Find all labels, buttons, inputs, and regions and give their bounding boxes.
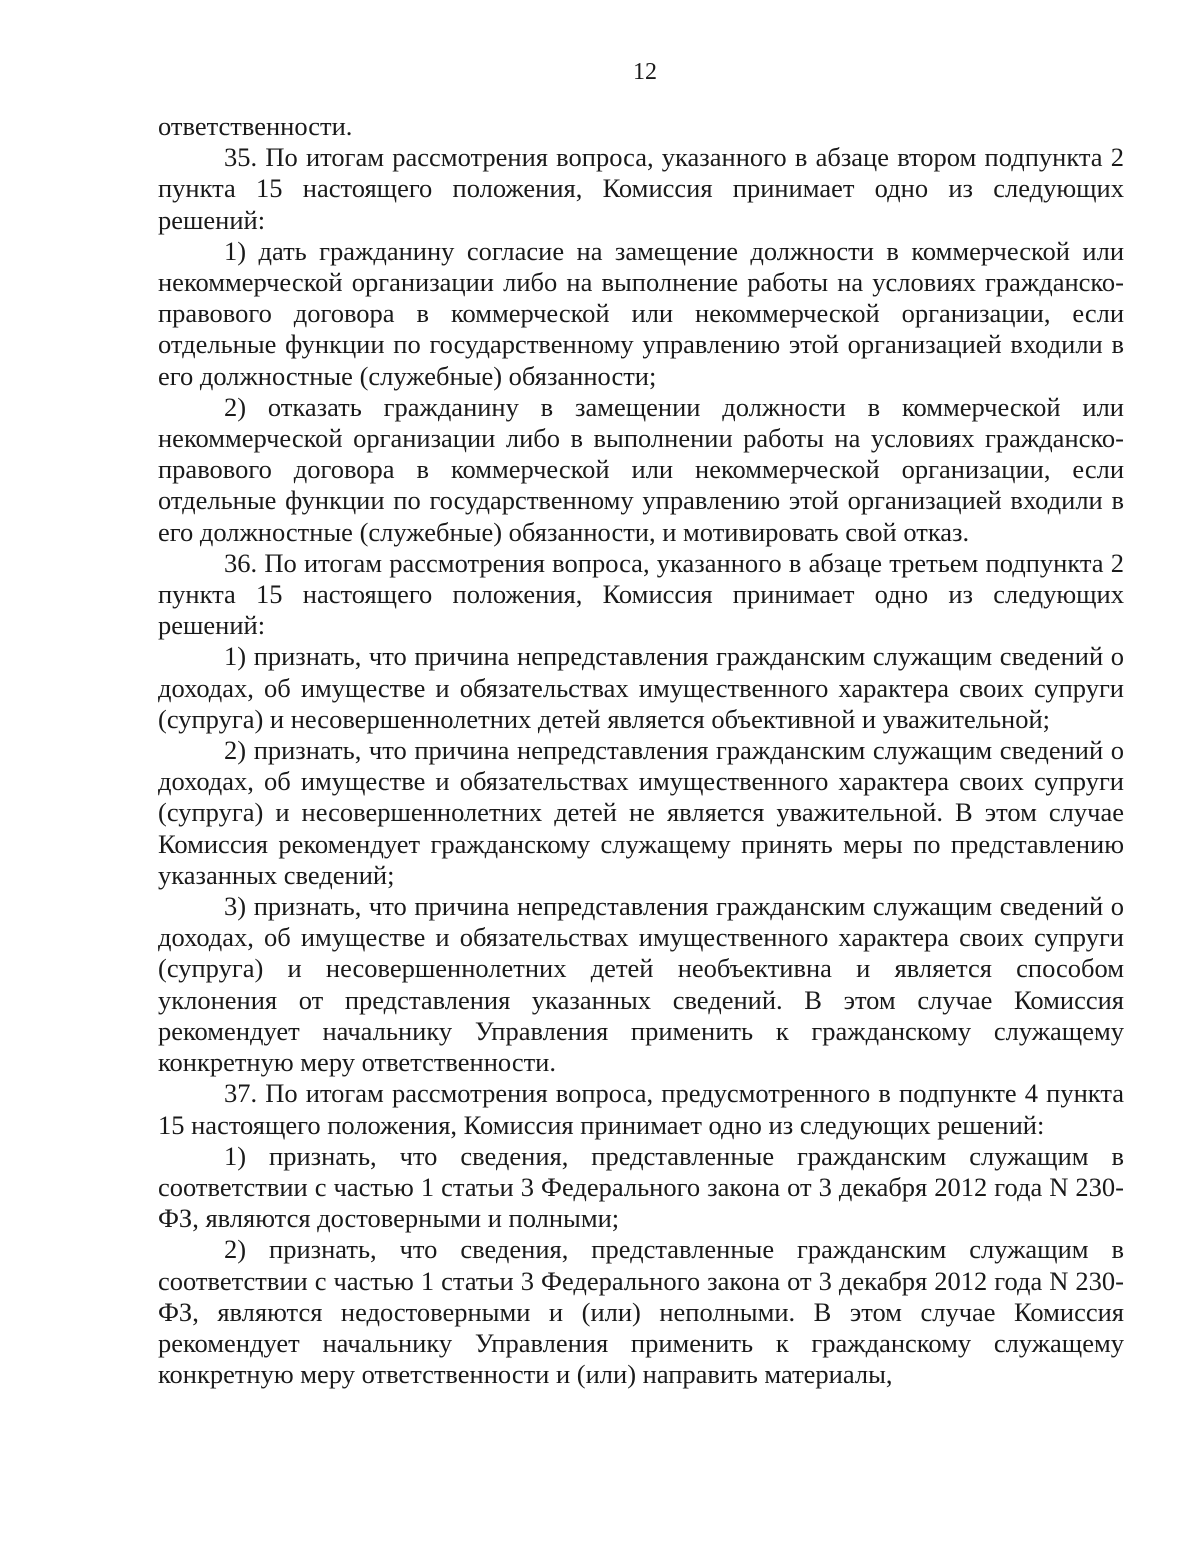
paragraph-36-subitem-2: 2) признать, что причина непредставления гражданским служащим сведений о доходах, об имуществе и обязательствах имущественного характера своих супруги (супруга) и несовершеннолетних детей не является уважительной. В этом случае Комиссия рекомендует гражданскому служащему принять меры по представлению указанных сведений; [158,735,1124,890]
paragraph-37-subitem-1: 1) признать, что сведения, представленные гражданским служащим в соответствии с частью 1 статьи 3 Федерального закона от 3 декабря 2012 года N 230-ФЗ, являются достоверными и полными; [158,1140,1124,1234]
paragraph-item-36: 36. По итогам рассмотрения вопроса, указанного в абзаце третьем подпункта 2 пункта 15 настоящего положения, Комиссия принимает одно из следующих решений: [158,547,1124,641]
paragraph-item-37: 37. По итогам рассмотрения вопроса, предусмотренного в подпункте 4 пункта 15 настоящего положения, Комиссия принимает одно из следующих решений: [158,1078,1124,1140]
paragraph-37-subitem-2: 2) признать, что сведения, представленные гражданским служащим в соответствии с частью 1 статьи 3 Федерального закона от 3 декабря 2012 года N 230-ФЗ, являются недостоверными и (или) неполными. В этом случае Комиссия рекомендует начальнику Управления применить к гражданскому служащему конкретную меру ответственности и (или) направить материалы, [158,1234,1124,1390]
paragraph-35-subitem-1: 1) дать гражданину согласие на замещение должности в коммерческой или некоммерческой организации либо на выполнение работы на условиях гражданско-правового договора в коммерческой или некоммерческой организации, если отдельные функции по государственному управлению этой организацией входили в его должностные (служебные) обязанности; [158,235,1124,391]
paragraph-item-35: 35. По итогам рассмотрения вопроса, указанного в абзаце втором подпункта 2 пункта 15 настоящего положения, Комиссия принимает одно из следующих решений: [158,142,1124,235]
page-number: 12 [633,59,657,85]
paragraph-35-subitem-2: 2) отказать гражданину в замещении должности в коммерческой или некоммерческой организации либо в выполнении работы на условиях гражданско-правового договора в коммерческой или некоммерческой организации, если отдельные функции по государственному управлению этой организацией входили в его должностные (служебные) обязанности, и мотивировать свой отказ. [158,391,1124,547]
paragraph-continuation: ответственности. [158,111,353,141]
paragraph-36-subitem-3: 3) признать, что причина непредставления гражданским служащим сведений о доходах, об имуществе и обязательствах имущественного характера своих супруги (супруга) и несовершеннолетних детей необъективна и является способом уклонения от представления указанных сведений. В этом случае Комиссия рекомендует начальнику Управления применить к гражданскому служащему конкретную меру ответственности. [158,891,1124,1078]
paragraph-36-subitem-1: 1) признать, что причина непредставления гражданским служащим сведений о доходах, об имуществе и обязательствах имущественного характера своих супруги (супруга) и несовершеннолетних детей является объективной и уважительной; [158,641,1124,734]
document-body [158,111,1124,1390]
